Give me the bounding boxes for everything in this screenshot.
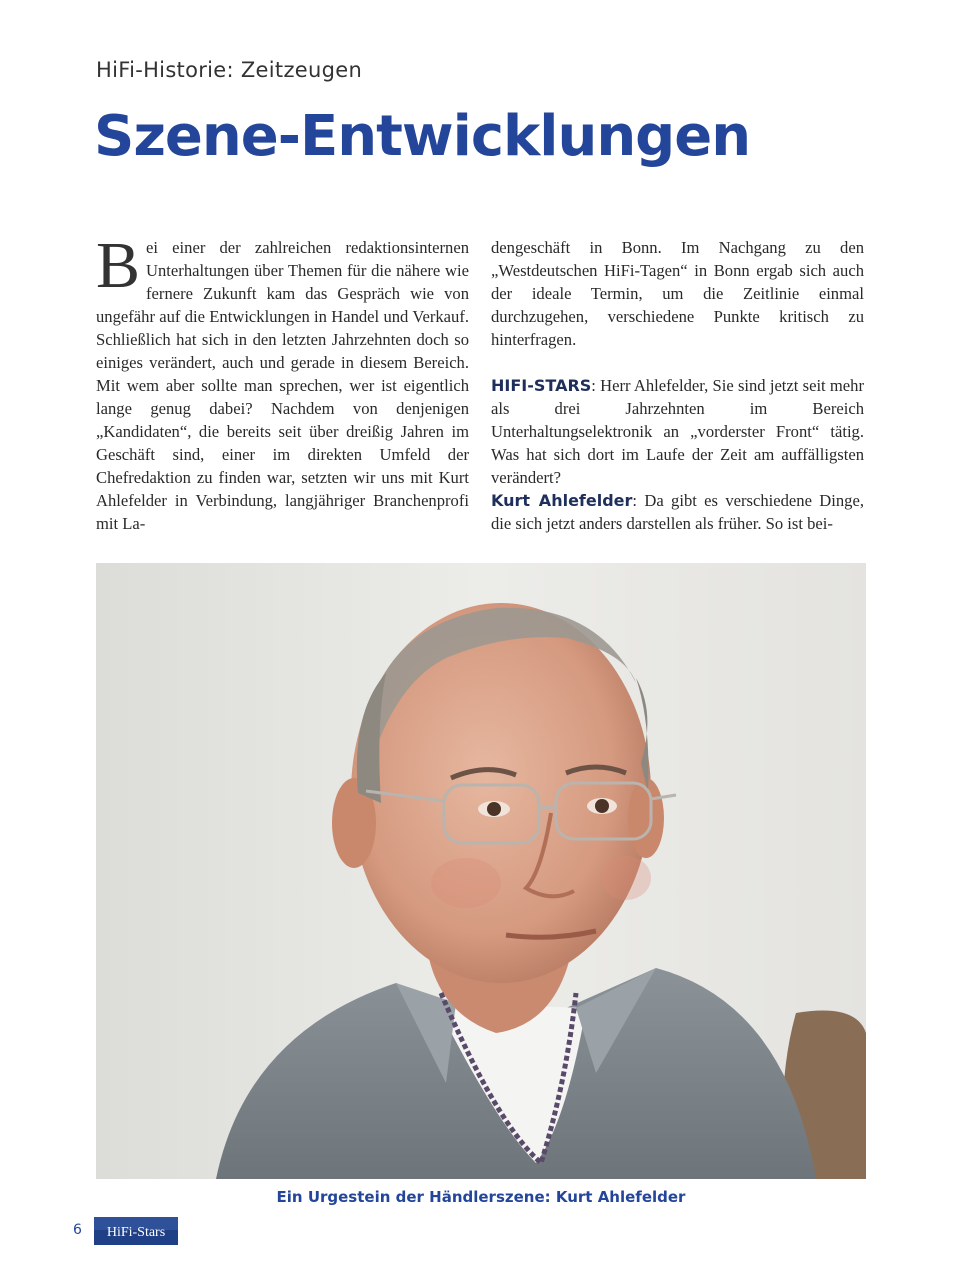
- portrait-photo: [96, 563, 866, 1179]
- section-kicker: HiFi-Historie: Zeitzeugen: [96, 58, 363, 82]
- interview-question: [491, 374, 864, 489]
- question-text: : Herr Ahlefelder, Sie sind jetzt seit mehr als drei Jahrzehnten im Bereich Unterhaltungselektronik an „vorderster Front“ tätig. Was hat sich dort im Laufe der Zeit am auffälligsten verändert?: [491, 376, 864, 487]
- intro-continuation: dengeschäft in Bonn. Im Nachgang zu den „Westdeutschen HiFi-Tagen“ in Bonn ergab sich auch der ideale Termin, um die Zeitlinie einmal durchzugehen, verschiedene Punkte kritisch zu hinterfragen.: [491, 238, 864, 349]
- answer-text: : Da gibt es verschiedene Dinge, die sich jetzt anders darstellen als früher. So ist bei-: [491, 491, 864, 533]
- logo-wordmark: HiFi-Stars: [106, 1225, 166, 1240]
- photo-caption: Ein Urgestein der Händlerszene: Kurt Ahlefelder: [276, 1188, 686, 1206]
- paragraph-gap: [491, 351, 864, 374]
- answer-speaker: Kurt Ahlefelder: [491, 491, 633, 510]
- question-speaker: HIFI-STARS: [491, 376, 592, 395]
- page-number: 6: [73, 1222, 82, 1238]
- interview-answer: [491, 489, 864, 535]
- article-column-right: [491, 236, 864, 535]
- intro-text: ei einer der zahlreichen redaktionsinternen Unterhaltungen über Themen für die nähere wie fernere Zukunft kam das Gespräch wie von ungefähr auf die Entwicklungen in Handel und Verkauf. Schließlich hat sich in den letzten Jahrzehnten doch so einiges verändert, auch und gerade in diesem Bereich. Mit wem aber sollte man sprechen, wer ist eigentlich lange genug dabei? Nachdem von denjenigen „Kandidaten“, die bereits seit über dreißig Jahren im Geschäft sind, einer im direkten Umfeld der Chefredaktion zu finden war, setzten wir uns mit Kurt Ahlefelder in Verbindung, langjähriger Branchenprofi mit La-: [96, 238, 469, 533]
- article-title: Szene-Entwicklungen: [94, 104, 751, 169]
- article-intro-paragraph: [96, 229, 469, 535]
- hifi-stars-logo: [94, 1217, 178, 1245]
- portrait-illustration: [96, 563, 866, 1179]
- drop-cap: B: [96, 229, 141, 302]
- article-column-left: [96, 229, 469, 535]
